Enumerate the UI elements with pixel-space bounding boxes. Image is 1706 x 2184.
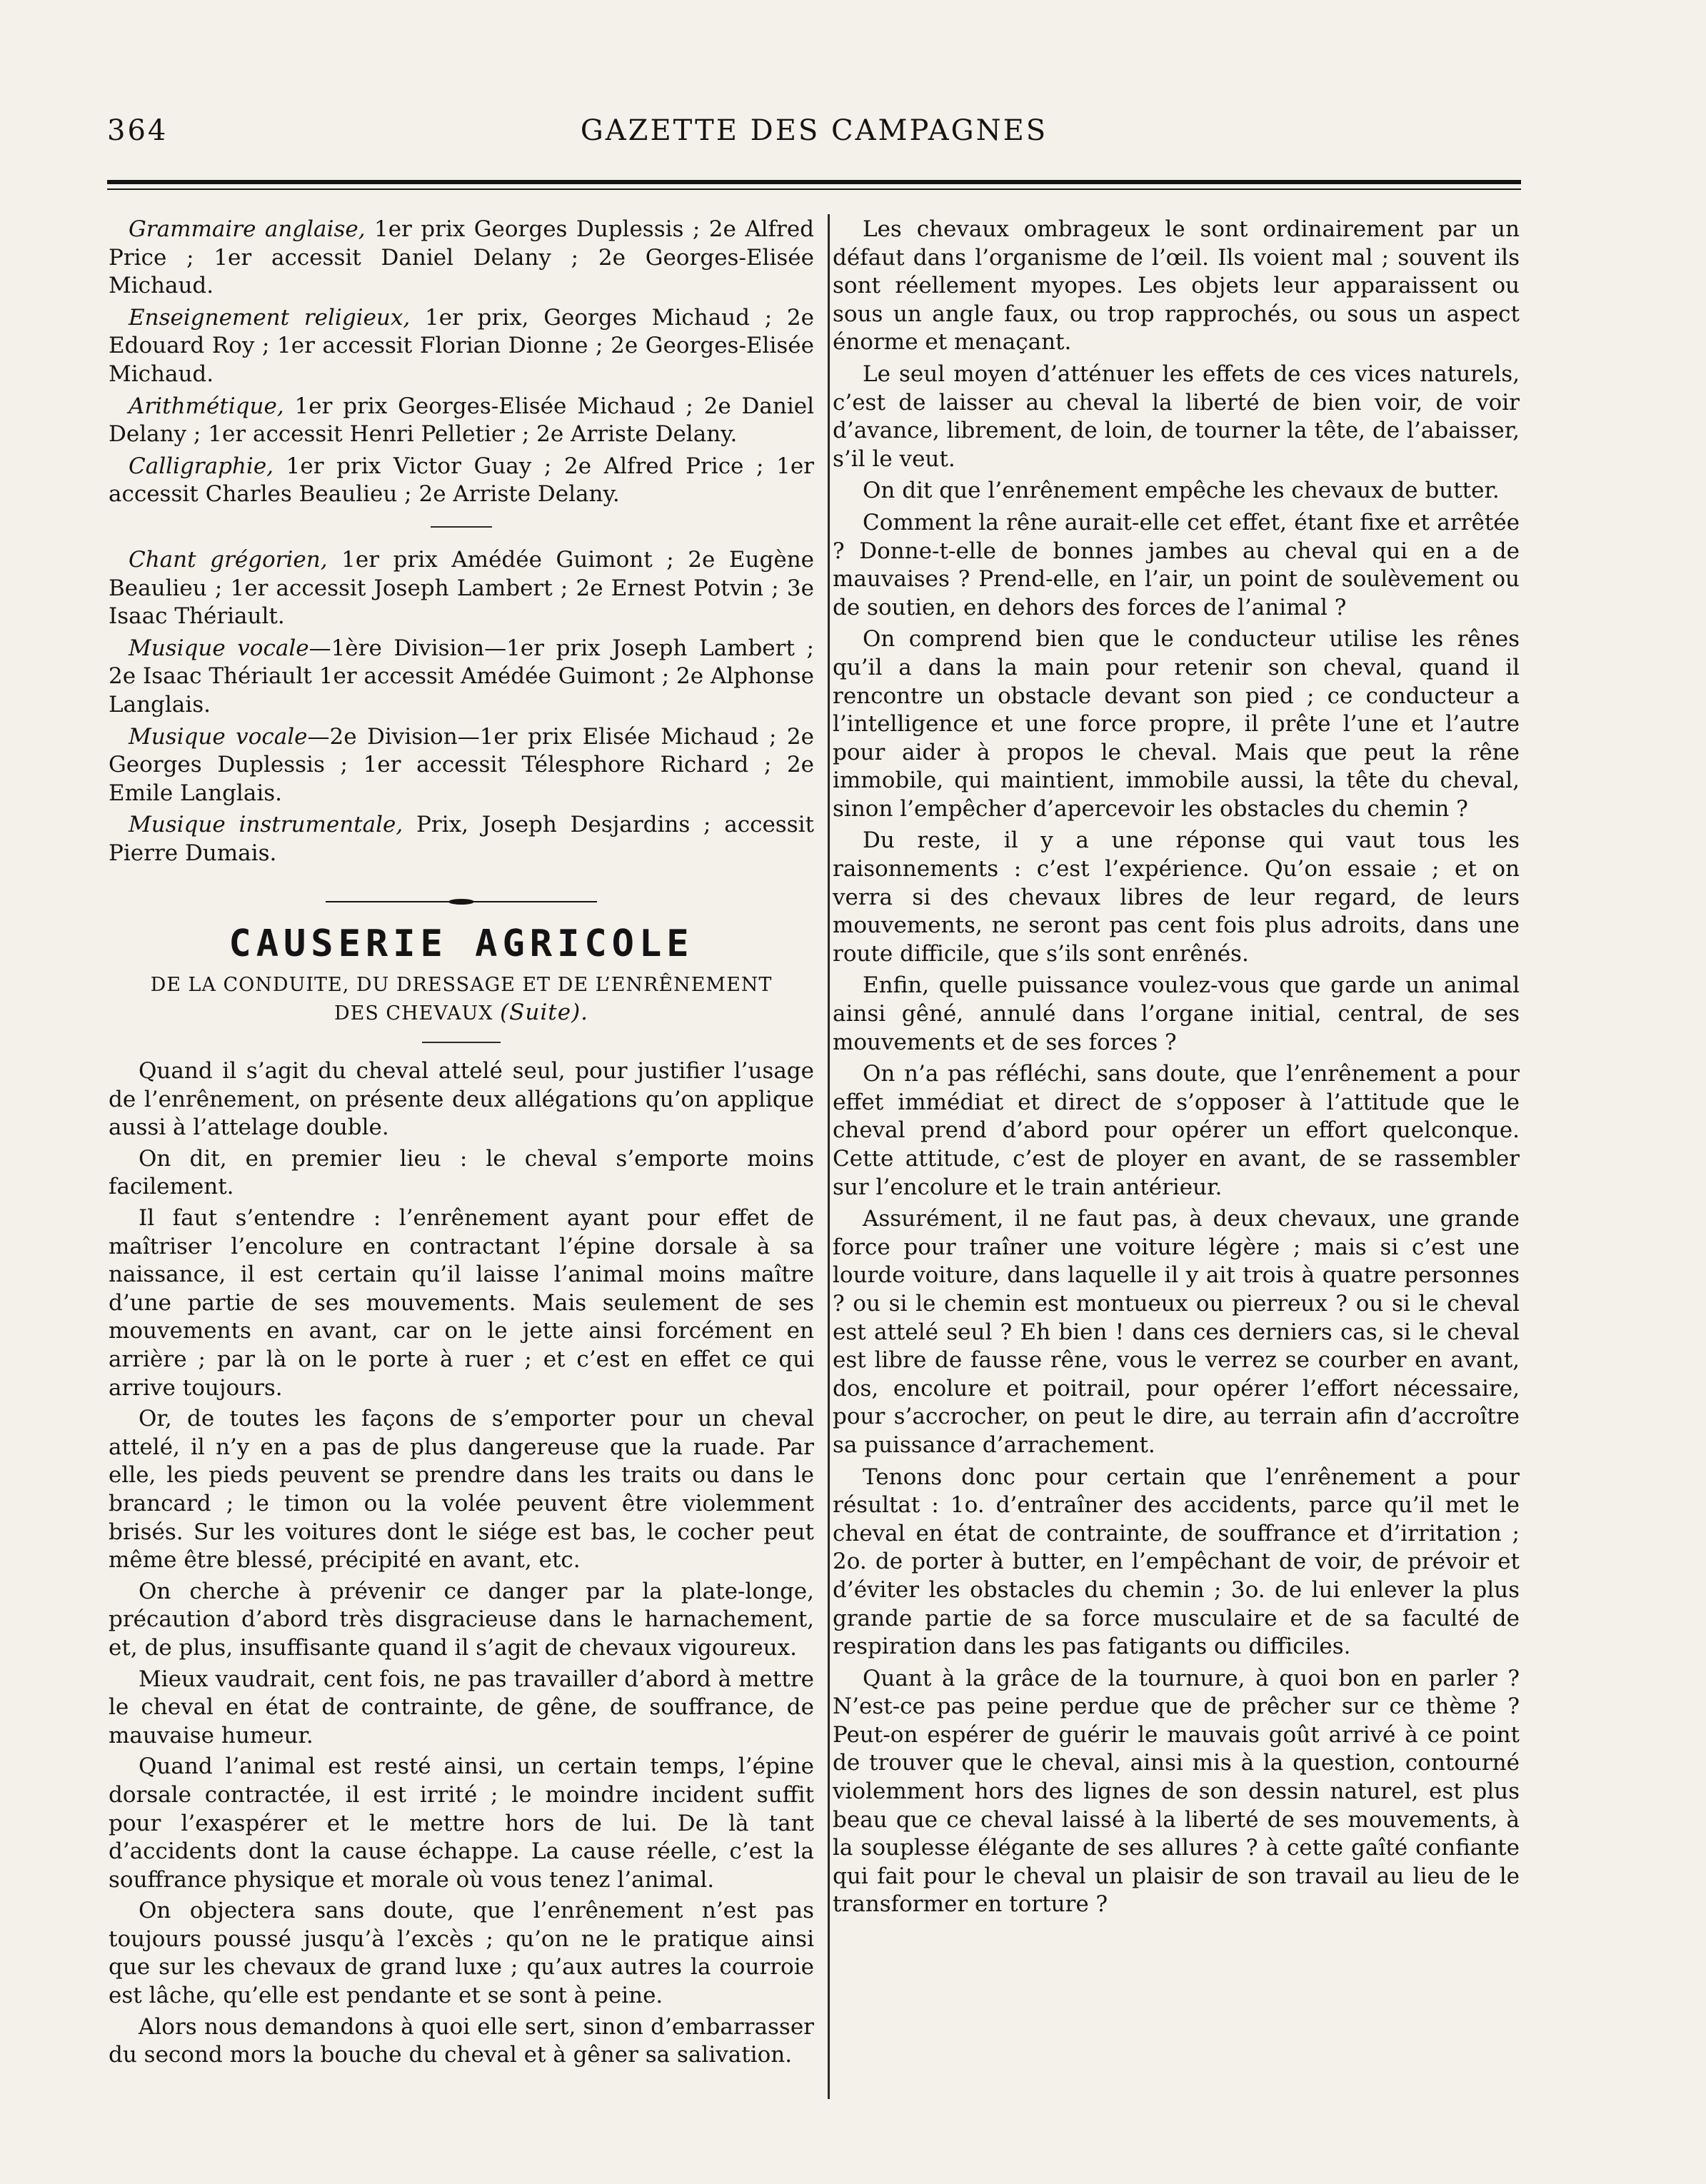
article-paragraph: Quant à la grâce de la tournure, à quoi bon en parler ? N’est-ce pas peine perdue que de prêcher sur ce thème ? Peut-on espérer de guérir le mauvais goût arrivé à ce point de trouver que le cheval, ainsi mis à la question, contourné violemment hors des lignes de son dessin naturel, est plus beau que ce cheval laissé à la liberté de ses mouvements, à la souplesse élégante de ses allures ? à cette gaîté confiante qui fait pour le cheval un plaisir de son travail au lieu de le transformer en torture ? [833, 1665, 1520, 1918]
header-rule-thick [107, 180, 1521, 184]
article-subtitle [134, 972, 788, 1027]
prize-text: —1ère Division—1er prix Joseph Lambert ; 2e Isaac Thériault 1er accessit Amédée Guimont ; 2e Alphonse Langlais. [109, 635, 814, 718]
prize-text: 1er prix Georges-Elisée Michaud ; 2e Daniel Delany ; 1er accessit Henri Pelletier ; 2e Arriste Delany. [109, 393, 814, 448]
article-paragraph: Le seul moyen d’atténuer les effets de ces vices naturels, c’est de laisser au cheval la liberté de bien voir, de voir d’avance, librement, de loin, de tourner la tête, de l’abaisser, s’il le veut. [833, 361, 1520, 472]
ornament-center [448, 899, 474, 905]
prize-subject: Chant grégorien, [129, 546, 328, 573]
article-body-left [109, 1057, 814, 2070]
prize-text: 1er prix Victor Guay ; 2e Alfred Price ; 1er accessit Charles Beaulieu ; 2e Arriste Delany. [109, 453, 814, 508]
article-paragraph: Il faut s’entendre : l’enrênement ayant pour effet de maîtriser l’encolure en contractant l’épine dorsale à sa naissance, il est certain qu’il laisse l’animal moins maître d’une partie de ses mouvements. Mais seulement de ses mouvements en avant, car on le jette ainsi forcément en arrière ; par là on le porte à ruer ; et c’est en effet ce qui arrive toujours. [109, 1205, 814, 1401]
prize-text: Prix, Joseph Desjardins ; accessit Pierre Dumais. [109, 812, 814, 866]
article-paragraph: Or, de toutes les façons de s’emporter pour un cheval attelé, il n’y en a pas de plus dangereuse que la ruade. Par elle, les pieds peuvent se prendre dans les traits ou dans le brancard ; le timon ou la volée peuvent être violemment brisés. Sur les voitures dont le siége est bas, le cocher peut même être blessé, précipité en avant, etc. [109, 1406, 814, 1574]
prize-text: —2e Division—1er prix Elisée Michaud ; 2e Georges Duplessis ; 1er accessit Télesphore Richard ; 2e Emile Langlais. [109, 723, 814, 806]
article-paragraph: On objectera sans doute, que l’enrênement n’est pas toujours poussé jusqu’à l’excès ; qu’on ne le pratique ainsi que sur les chevaux de grand luxe ; qu’aux autres la courroie est lâche, qu’elle est pendante et se sont à peine. [109, 1898, 814, 2009]
prize-entry [109, 304, 814, 389]
article-paragraph: Les chevaux ombrageux le sont ordinairement par un défaut dans l’organisme de l’œil. Ils voient mal ; souvent ils sont réellement myopes. Les objets leur apparaissent ou sous un angle faux, ou trop rapprochés, ou sous un aspect énorme et menaçant. [833, 216, 1520, 356]
prize-entry [109, 723, 814, 808]
article-paragraph: Mieux vaudrait, cent fois, ne pas travailler d’abord à mettre le cheval en état de contrainte, de gêne, de souffrance, de mauvaise humeur. [109, 1666, 814, 1748]
separator-rule [431, 526, 492, 528]
prize-entry [109, 546, 814, 631]
header-rule-thin [107, 188, 1521, 190]
article-paragraph: Du reste, il y a une réponse qui vaut tous les raisonnements : c’est l’expérience. Qu’on essaie ; et on verra si des chevaux libres de leur regard, de leurs mouvements, ne seront pas cent fois plus adroits, dans une route difficile, que s’ils sont enrênés. [833, 827, 1520, 967]
running-title: GAZETTE DES CAMPAGNES [580, 114, 1048, 147]
article-paragraph: Alors nous demandons à quoi elle sert, sinon d’embarrasser du second mors la bouche du cheval et à gêner sa salivation. [109, 2013, 814, 2068]
article-paragraph: Quand l’animal est resté ainsi, un certain temps, l’épine dorsale contractée, il est irrité ; le moindre incident suffit pour l’exaspérer et le mettre hors de lui. De là tant d’accidents dont la cause échappe. La cause réelle, c’est la souffrance physique et morale où vous tenez l’animal. [109, 1753, 814, 1893]
separator-rule [422, 1042, 501, 1043]
article-paragraph: On n’a pas réfléchi, sans doute, que l’enrênement a pour effet immédiat et direct de s’opposer à l’attitude que le cheval prend d’abord pour opérer un effort quelconque. Cette attitude, c’est de ployer en avant, de se rassembler sur l’encolure et le train antérieur. [833, 1061, 1520, 1200]
article-paragraph: On cherche à prévenir ce danger par la plate-longe, précaution d’abord très disgracieuse dans le harnachement, et, de plus, insuffisante quand il s’agit de chevaux vigoureux. [109, 1578, 814, 1661]
article-paragraph: Quand il s’agit du cheval attelé seul, pour justifier l’usage de l’enrênement, on présente deux allégations qu’on applique aussi à l’attelage double. [109, 1058, 814, 1141]
prize-subject: Musique vocale [129, 635, 309, 661]
prize-subject: Musique vocale [129, 723, 308, 750]
prize-subject: Enseignement religieux, [129, 304, 411, 331]
page-number: 364 [107, 114, 169, 147]
prize-subject: Musique instrumentale, [129, 812, 403, 838]
article-title: CAUSERIE AGRICOLE [229, 922, 694, 966]
prize-entry [109, 216, 814, 301]
page-header [107, 114, 1521, 157]
article-subtitle-suite: (Suite). [500, 1000, 589, 1026]
ornamental-rule [326, 899, 597, 905]
prize-text: 1er prix Amédée Guimont ; 2e Eugène Beaulieu ; 1er accessit Joseph Lambert ; 2e Ernest Potvin ; 3e Isaac Thériault. [109, 546, 815, 630]
article-paragraph: Enfin, quelle puissance voulez-vous que garde un animal ainsi gêné, annulé dans l’organe initial, central, de ses mouvements et de ses forces ? [833, 972, 1520, 1055]
prize-text: 1er prix, Georges Michaud ; 2e Edouard Roy ; 1er accessit Florian Dionne ; 2e Georges-Elisée Michaud. [109, 304, 814, 387]
prize-subject: Arithmétique, [129, 393, 284, 419]
column-divider [828, 214, 830, 2099]
right-column [833, 216, 1520, 1919]
article-paragraph: Comment la rêne aurait-elle cet effet, étant fixe et arrêtée ? Donne-t-elle de bonnes jambes au cheval qui en a de mauvaises ? Prend-elle, en l’air, un point de soulèvement ou de soutien, en dehors des forces de l’animal ? [833, 509, 1520, 620]
article-paragraph: On comprend bien que le conducteur utilise les rênes qu’il a dans la main pour retenir son cheval, quand il rencontre un obstacle devant son pied ; ce conducteur a l’intelligence et une force propre, il prête l’une et l’autre pour aider à propos le cheval. Mais que peut la rêne immobile, qui maintient, immobile aussi, la tête du cheval, sinon l’empêcher d’apercevoir les obstacles du chemin ? [833, 626, 1520, 822]
prize-entry [109, 811, 814, 867]
prize-subject: Grammaire anglaise, [129, 216, 366, 242]
article-paragraph: Tenons donc pour certain que l’enrênement a pour résultat : 1o. d’entraîner des accidents, parce qu’il met le cheval en état de contrainte, de souffrance et d’irritation ; 2o. de porter à butter, en l’empêchant de voir, de prévoir et d’éviter les obstacles du chemin ; 3o. de lui enlever la plus grande partie de sa force musculaire et de sa faculté de respiration dans les pas fatigants ou difficiles. [833, 1464, 1520, 1660]
prize-entry [109, 453, 814, 509]
article-paragraph: Assurément, il ne faut pas, à deux chevaux, une grande force pour traîner une voiture légère ; mais si c’est une lourde voiture, dans laquelle il y ait trois à quatre personnes ? ou si le chemin est montueux ou pierreux ? ou si le cheval est attelé seul ? Eh bien ! dans ces derniers cas, si le cheval est libre de fausse rêne, vous le verrez se courber en avant, dos, encolure et poitrail, pour opérer l’effort nécessaire, pour s’accrocher, on peut le dire, au terrain afin d’accroître sa puissance d’arrachement. [833, 1206, 1520, 1458]
prize-entry [109, 393, 814, 449]
article-paragraph: On dit, en premier lieu : le cheval s’emporte moins facilement. [109, 1145, 814, 1200]
prize-entry [109, 635, 814, 720]
prize-subject: Calligraphie, [129, 453, 274, 479]
prize-text: 1er prix Georges Duplessis ; 2e Alfred Price ; 1er accessit Daniel Delany ; 2e Georges-Elisée Michaud. [109, 216, 815, 299]
left-column [109, 216, 814, 2070]
article-paragraph: On dit que l’enrênement empêche les chevaux de butter. [863, 478, 1500, 504]
article-subtitle-text: DE LA CONDUITE, DU DRESSAGE ET DE L’ENRÊNEMENT DES CHEVAUX [150, 974, 773, 1025]
prize-list [109, 216, 814, 867]
